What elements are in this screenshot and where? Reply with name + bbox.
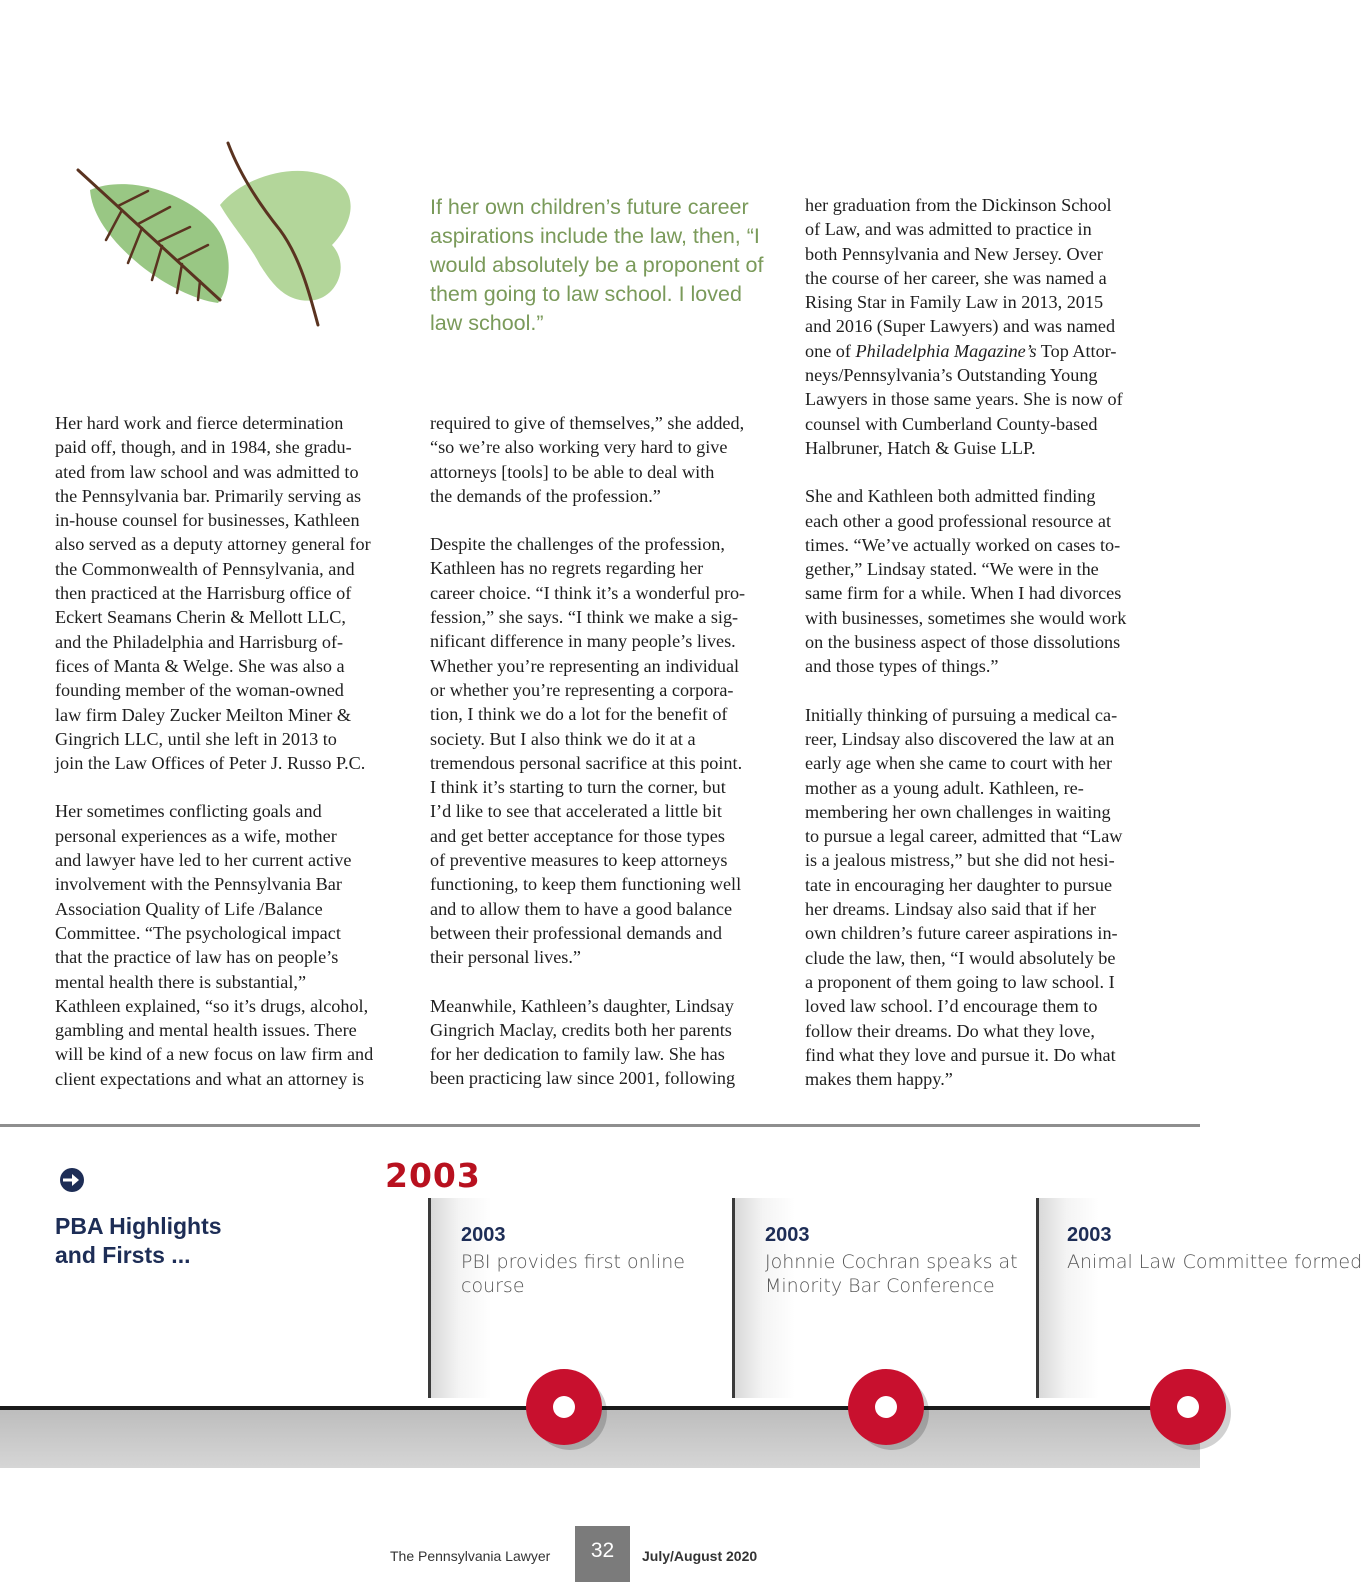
paragraph: Her sometimes conflicting goals and personal experiences as a wife, mother and lawyer have led to her current active involvement with the Pennsylvania Bar Association Quality of Life /Balance Committee. “The psychological impact that the practice of law has on people’s mental health there is substantial,” Kathleen explained, “so it’s drugs, alcohol, gambling and mental health issues. There will be kind of a new focus on law firm and client expectations and what an attorney is — [55, 801, 374, 1089]
paragraph: She and Kathleen both admitted finding each other a good professional resource at times. “We’ve actually worked on cases to- gether,” Lindsay stated. “We were in the same firm for a while. When I had divorces with businesses, sometimes she would work on the business aspect of those dissolutions and those types of things.” — [805, 486, 1127, 677]
timeline-marker-icon — [1148, 1367, 1232, 1451]
card-year: 2003 — [1067, 1224, 1112, 1246]
publication-name: The Pennsylvania Lawyer — [390, 1548, 551, 1564]
paragraph: required to give of themselves,” she added, “so we’re also working very hard to give attorneys [tools] to be able to deal with the demands of the profession.” — [430, 413, 745, 506]
paragraph: Despite the challenges of the profession, Kathleen has no regrets regarding her career choice. “I think it’s a wonderful pro- fession,” she says. “I think we make a sig- nificant difference in many people’s lives. Whether you’re representing an individual or whether you’re representing a corpora- tion, I think we do a lot for the benefit of society. But I also think we do it at a tremendous personal sacrifice at this point. I think it’s starting to turn the corner, but I’d like to see that accelerated a little bit and get better acceptance for those types of preventive measures to keep attorneys functioning, to keep them functioning well and to allow them to have a good balance between their professional demands and their personal lives.” — [430, 534, 746, 968]
article-column-3 — [805, 193, 1145, 1115]
section-divider — [0, 1124, 1200, 1127]
page-number: 32 — [575, 1526, 630, 1582]
issue-date: July/August 2020 — [642, 1548, 758, 1564]
highlights-year: 2003 — [385, 1156, 481, 1195]
article-column-2 — [430, 411, 770, 1115]
card-year: 2003 — [765, 1224, 810, 1246]
leaves-illustration — [70, 135, 360, 335]
timeline-marker-icon — [524, 1367, 608, 1451]
card-year: 2003 — [461, 1224, 506, 1246]
text-span: her graduation from the Dickinson School of Law, and was admitted to practice in both Pennsylvania and New Jersey. Over the course of her career, she was named a Rising Star in Family Law in 2013, 2015 and 2016 (Super Lawyers) and was named one of — [805, 195, 1116, 361]
highlights-title: PBA Highlights and Firsts ... — [55, 1213, 222, 1268]
magazine-title: Philadelphia Magazine’s — [855, 340, 1037, 361]
paragraph: Meanwhile, Kathleen’s daughter, Lindsay Gingrich Maclay, credits both her parents for her dedication to family law. She has been practicing law since 2001, following — [430, 995, 736, 1089]
article-column-1 — [55, 411, 395, 1115]
card-text: Johnnie Cochran speaks at Minority Bar Conference — [765, 1251, 1018, 1297]
page-footer — [0, 1526, 1200, 1582]
card-text: PBI provides first online course — [461, 1251, 685, 1297]
pull-quote: If her own children’s future career aspirations include the law, then, “I would absolutely be a proponent of them going to law school. I loved law school.” — [430, 195, 764, 335]
card-text: Animal Law Committee formed — [1067, 1251, 1362, 1273]
paragraph — [805, 193, 1145, 460]
text-span: Top Attor- neys/Pennsylvania’s Outstanding Young Lawyers in those same years. She is now of counsel with Cumberland County-based Halbruner, Hatch & Guise LLP. — [805, 340, 1123, 458]
paragraph: Her hard work and fierce determination paid off, though, and in 1984, she gradu- ated from law school and was admitted to the Pennsylvania bar. Primarily serving as in-house counsel for businesses, Kathleen also served as a deputy attorney general for the Commonwealth of Pennsylvania, and then practiced at the Harrisburg office of Eckert Seamans Cherin & Mellott LLC, and the Philadelphia and Harrisburg of- fices of Manta & Welge. She was also a founding member of the woman-owned law firm Daley Zucker Meilton Miner & Gingrich LLC, until she left in 2013 to join the Law Offices of Peter J. Russo P.C. — [55, 413, 371, 774]
paragraph: Initially thinking of pursuing a medical ca- reer, Lindsay also discovered the law at an early age when she came to court with her mother as a young adult. Kathleen, re- membering her own challenges in waiting to pursue a legal career, admitted that “Law is a jealous mistress,” but she did not hesi- tate in encouraging her daughter to pursue her dreams. Lindsay also said that if her own children’s future career aspirations in- clude the law, then, “I would absolutely be a proponent of them going to law school. I loved law school. I’d encourage them to follow their dreams. Do what they love, find what they love and pursue it. Do what makes them happy.” — [805, 704, 1123, 1090]
timeline-marker-icon — [846, 1367, 930, 1451]
